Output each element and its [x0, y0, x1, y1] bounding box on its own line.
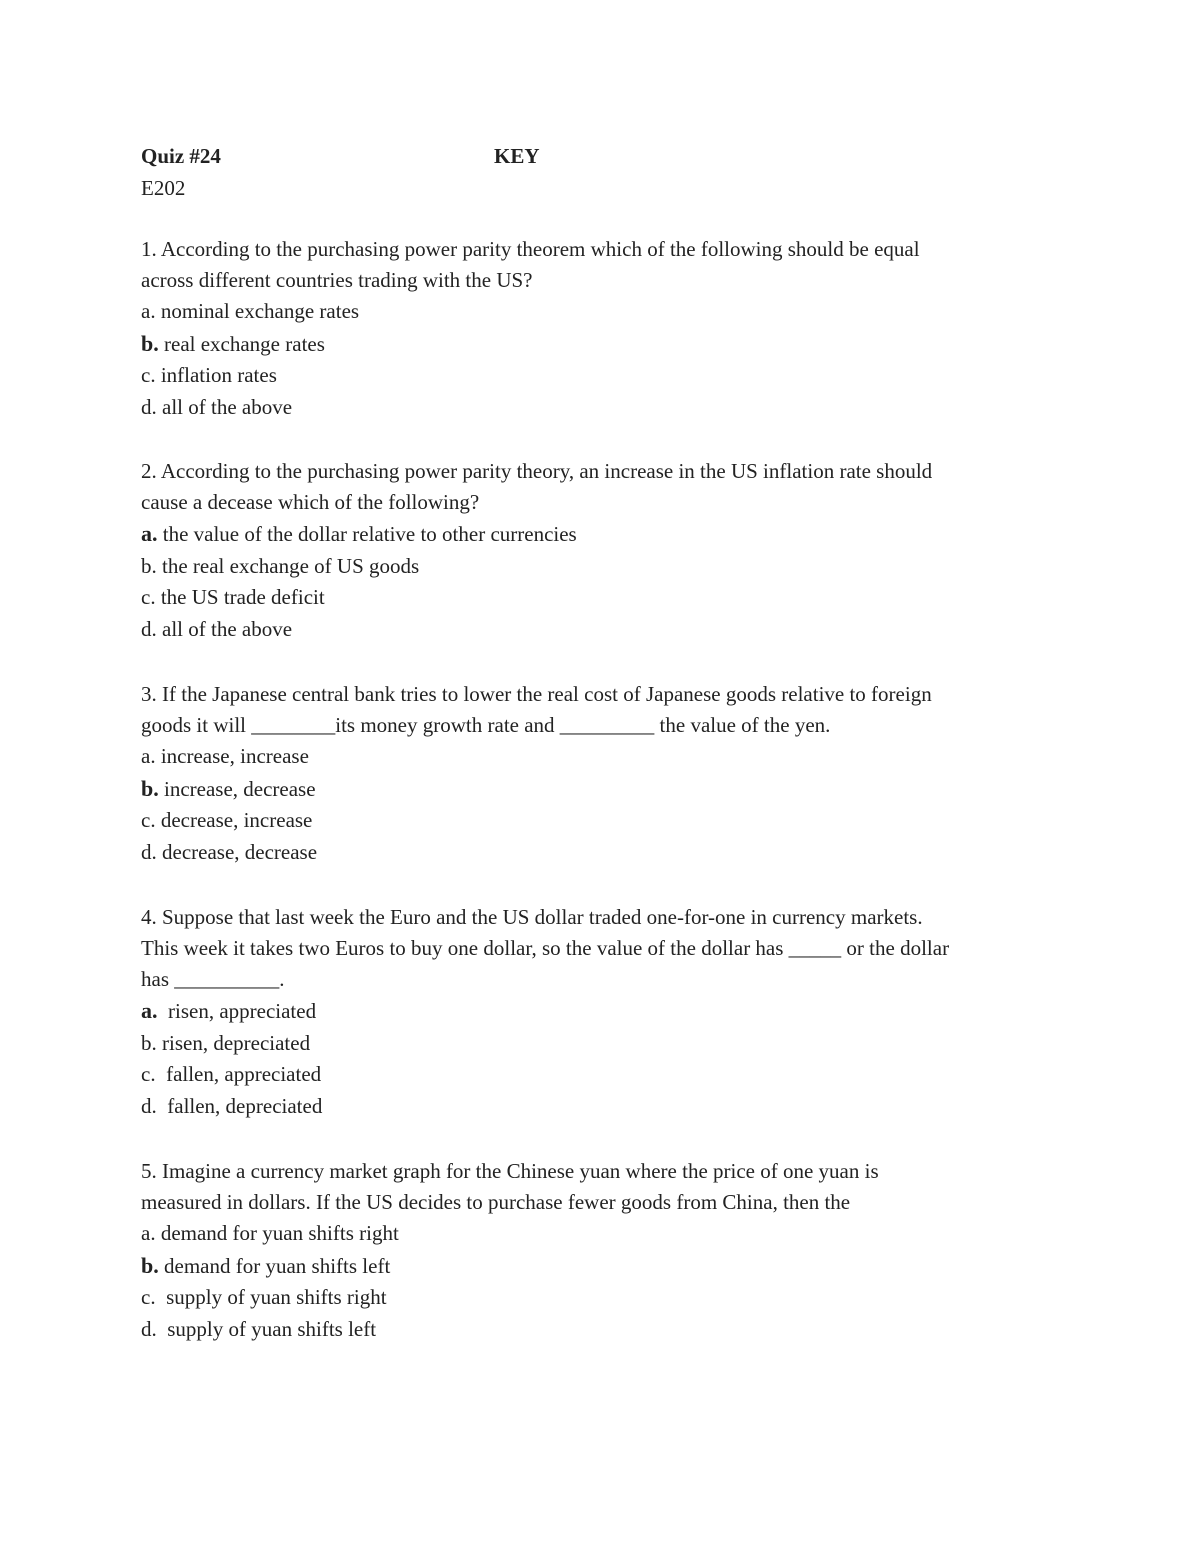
key-label: KEY — [494, 144, 540, 168]
question-4 — [141, 902, 1061, 1122]
option-text: real exchange rates — [158, 331, 325, 356]
option-text: nominal exchange rates — [155, 299, 360, 323]
option-text: demand for yuan shifts left — [158, 1253, 391, 1278]
answer-options — [141, 995, 1061, 1122]
option-text: fallen, depreciated — [156, 1093, 323, 1118]
answer-option — [141, 1091, 1061, 1123]
option-letter: c. — [141, 585, 156, 609]
answer-option — [141, 1218, 1061, 1250]
option-text: increase, decrease — [158, 776, 316, 801]
question-2 — [141, 456, 1061, 645]
answer-options — [141, 1218, 1061, 1345]
option-letter: b. — [141, 775, 159, 801]
option-letter: d. — [141, 394, 157, 419]
option-letter: a. — [141, 744, 156, 768]
option-text: fallen, appreciated — [155, 1062, 322, 1086]
option-text: demand for yuan shifts right — [155, 1221, 399, 1245]
answer-option — [141, 392, 1061, 424]
option-letter: c. — [141, 1062, 156, 1086]
answer-options — [141, 518, 1061, 645]
answer-option — [141, 296, 1061, 328]
option-letter: d. — [141, 1093, 157, 1118]
question-5 — [141, 1156, 1061, 1345]
answer-option-correct — [141, 995, 1061, 1028]
option-letter: a. — [141, 299, 156, 323]
answer-option — [141, 1282, 1061, 1314]
answer-options — [141, 741, 1061, 868]
option-letter: a. — [141, 521, 158, 546]
question-stem-line: 2. According to the purchasing power parity theory, an increase in the US inflation rate should — [141, 459, 933, 483]
option-letter: c. — [141, 363, 156, 387]
course-code: E202 — [141, 176, 186, 200]
answer-option — [141, 1314, 1061, 1346]
question-stem-line: measured in dollars. If the US decides to purchase fewer goods from China, then the — [141, 1190, 851, 1214]
option-letter: c. — [141, 1285, 156, 1309]
option-letter: d. — [141, 1316, 157, 1341]
answer-option-correct — [141, 1250, 1061, 1283]
option-text: supply of yuan shifts right — [155, 1285, 387, 1309]
option-text: all of the above — [156, 394, 293, 419]
question-stem-line: across different countries trading with the US? — [141, 268, 533, 292]
option-text: the real exchange of US goods — [156, 553, 420, 578]
option-text: all of the above — [156, 616, 293, 641]
quiz-title: Quiz #24 — [141, 144, 221, 168]
answer-option — [141, 582, 1061, 614]
question-stem-line: has __________. — [141, 967, 285, 991]
option-text: the value of the dollar relative to other currencies — [157, 522, 577, 546]
answer-option-correct — [141, 518, 1061, 551]
option-text: inflation rates — [155, 363, 277, 387]
answer-option — [141, 360, 1061, 392]
answer-option — [141, 741, 1061, 773]
question-stem-line: 4. Suppose that last week the Euro and the US dollar traded one-for-one in currency markets. — [141, 905, 923, 929]
answer-option — [141, 805, 1061, 837]
option-text: risen, appreciated — [157, 999, 317, 1023]
option-text: decrease, increase — [155, 808, 313, 832]
question-stem-line: cause a decease which of the following? — [141, 490, 480, 514]
question-stem-line: goods it will ________its money growth rate and _________ the value of the yen. — [141, 713, 831, 737]
question-3 — [141, 679, 1061, 868]
option-letter: d. — [141, 616, 157, 641]
option-letter: c. — [141, 808, 156, 832]
option-letter: b. — [141, 330, 159, 356]
question-stem-line: This week it takes two Euros to buy one dollar, so the value of the dollar has _____ or the dollar — [141, 936, 950, 960]
answer-option-correct — [141, 773, 1061, 806]
option-text: increase, increase — [155, 744, 309, 768]
option-letter: b. — [141, 1252, 159, 1278]
question-stem-line: 3. If the Japanese central bank tries to lower the real cost of Japanese goods relative to foreign — [141, 682, 932, 706]
option-letter: d. — [141, 839, 157, 864]
question-stem-line: 1. According to the purchasing power parity theorem which of the following should be equal — [141, 237, 920, 261]
answer-option — [141, 614, 1061, 646]
question-stem-line: 5. Imagine a currency market graph for the Chinese yuan where the price of one yuan is — [141, 1159, 879, 1183]
option-text: risen, depreciated — [156, 1030, 311, 1055]
answer-option-correct — [141, 328, 1061, 361]
option-text: the US trade deficit — [155, 585, 325, 609]
answer-option — [141, 551, 1061, 583]
answer-option — [141, 837, 1061, 869]
option-letter: a. — [141, 1221, 156, 1245]
question-1 — [141, 234, 1061, 423]
option-letter: b. — [141, 553, 157, 578]
answer-option — [141, 1059, 1061, 1091]
option-letter: b. — [141, 1030, 157, 1055]
option-letter: a. — [141, 998, 158, 1023]
option-text: decrease, decrease — [156, 839, 318, 864]
option-text: supply of yuan shifts left — [156, 1316, 377, 1341]
answer-option — [141, 1028, 1061, 1060]
answer-options — [141, 296, 1061, 423]
